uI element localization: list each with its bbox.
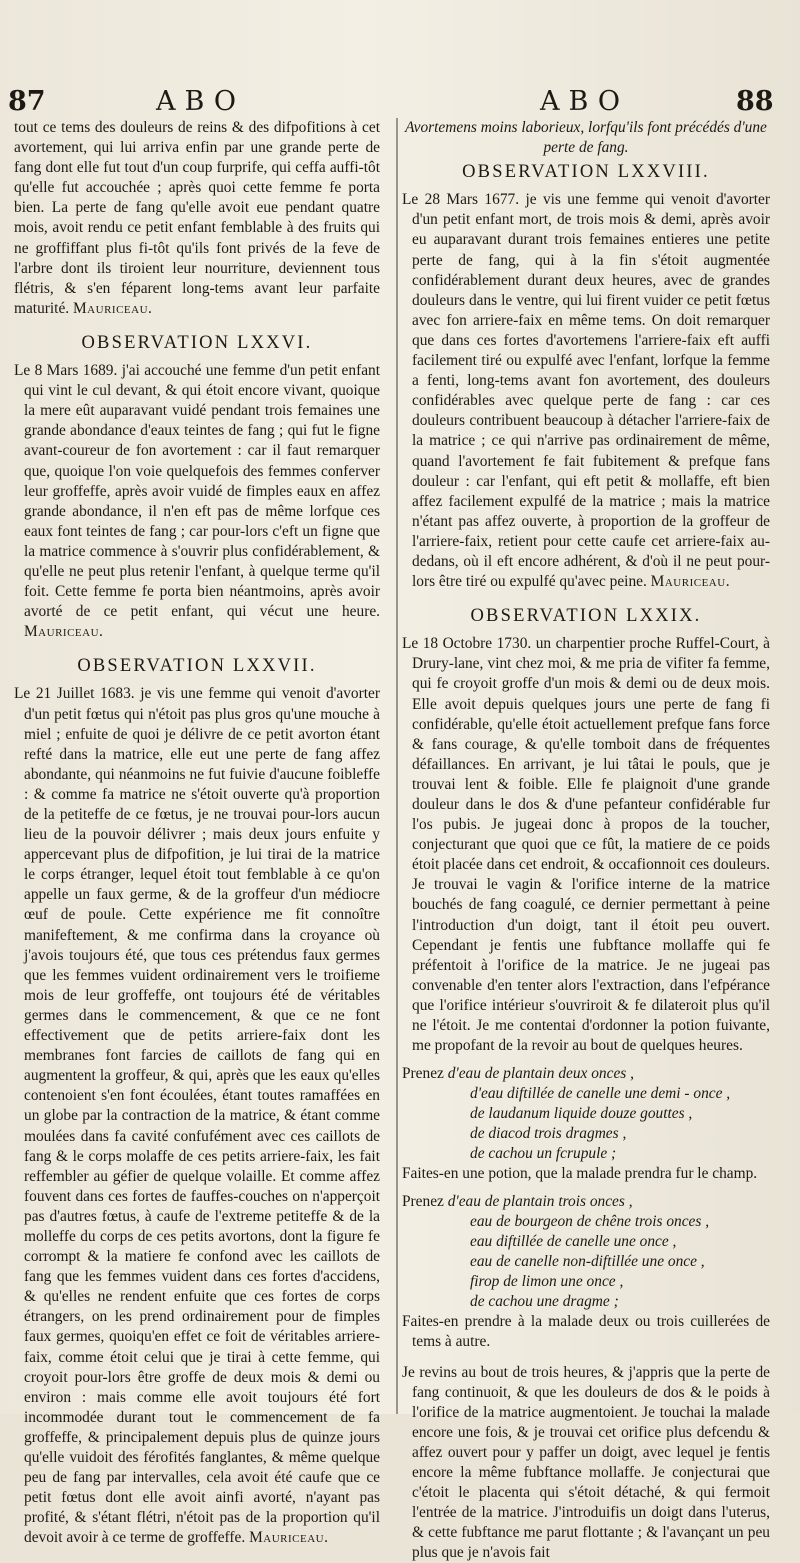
right-running-head: ABO — [540, 86, 629, 117]
observation-76-title: OBSERVATION LXXVI. — [14, 333, 380, 353]
prescription-1-instruction: Faites-en une potion, que la malade prendra fur le champ. — [402, 1164, 770, 1184]
left-page-header — [8, 86, 388, 120]
right-page-number: 88 — [736, 86, 774, 117]
observation-77-title: OBSERVATION LXXVII. — [14, 656, 380, 676]
prescription-1 — [402, 1064, 770, 1164]
observation-76-paragraph: Le 8 Mars 1689. j'ai accouché une femme d'un petit enfant qui vint le cul devant, & qui étoit encore vivant, quoique la mere eût auparavant vuidé pendant trois femaines une grande abondance d'eaux teintes de fang ; qui fut le figne avant-coureur de fon avortement : car il faut remarquer que, quoique l'on voie quelquefois des femmes conferver leur groffeffe, après avoir vuidé de fimples eaux en affez grande abondance, il n'en eft pas de même lorfque ces eaux font teintes de fang ; car pour-lors c'eft un figne que la matrice commence à s'ouvrir plus confidérablement, & qu'elle ne peut plus retenir l'enfant, à quelque terme qu'il foit. Cette femme fe porta bien néantmoins, après avoir avorté de ce petit enfant, qui vécut une heure. Mauriceau. — [14, 361, 380, 642]
prescription-2-line: firop de limon une once , — [402, 1272, 770, 1292]
observation-79-title: OBSERVATION LXXIX. — [402, 606, 770, 626]
prescription-2-first-line: d'eau de plantain trois onces , — [448, 1193, 633, 1210]
right-page-header — [400, 86, 792, 120]
observation-78-title: OBSERVATION LXXVIII. — [402, 162, 770, 182]
prescription-1-line: d'eau diftillée de canelle une demi - once , — [402, 1084, 770, 1104]
intro-signature: Mauriceau. — [73, 300, 152, 317]
prescription-1-line: de cachou un fcrupule ; — [402, 1144, 770, 1164]
prescription-2-instruction: Faites-en prendre à la malade deux ou trois cuillerées de tems à autre. — [402, 1312, 770, 1352]
observation-76-signature: Mauriceau. — [24, 623, 103, 640]
prescription-2 — [402, 1192, 770, 1312]
section-subheading: Avortemens moins laborieux, lorfqu'ils font précédés d'une perte de fang. — [402, 118, 770, 158]
prescription-2-line: eau diftillée de canelle une once , — [402, 1232, 770, 1252]
prescription-2-lead: Prenez — [402, 1193, 444, 1210]
prescription-2-line: eau de bourgeon de chêne trois onces , — [402, 1212, 770, 1232]
prescription-1-lead: Prenez — [402, 1065, 444, 1082]
right-column — [402, 118, 770, 1563]
observation-77-paragraph: Le 21 Juillet 1683. je vis une femme qui venoit d'avorter d'un petit fœtus qui n'étoit pas plus gros qu'une mouche à miel ; enfuite de quoi je délivre de ce petit avorton étant refté dans la matrice, elle eut une perte de fang affez abondante, qui néanmoins ne fut fuivie d'aucune foibleffe : & comme fa matrice ne s'étoit ouverte qu'à proportion de la petiteffe de ce fœtus, je ne trouvai pour-lors aucun lieu de la pouvoir délivrer ; mais deux jours enfuite y appercevant plus de difpofition, je lui tirai de la matrice le corps étranger, lequel étoit tout femblable à ce qu'on appelle un faux germe, & de la groffeur d'un médiocre œuf de poule. Cette expérience me fit connoître manifeftement, & me confirma dans la croyance où j'avois toujours été, que tous ces prétendus faux germes que les femmes vuident ordinairement vers le troifieme mois de leur groffeffe, ont toujours été de véritables germes dans le commencement, & que ce ne font effectivement que de petits arriere-faix dont les membranes font farcies de caillots de fang qui en augmentent la groffeur, & qui, après que les eaux qu'elles contenoient s'en font écoulées, étant toutes ramaffées en un globe par la contraction de la matrice, & étant comme moulées dans fa cavité confufément avec ces caillots de fang & le corps molaffe de ces petits arriere-faix, les fait reffembler au géfier de quelque volaille. Et comme affez fouvent dans ces fortes de fauffes-couches on n'apperçoit pas d'autres fœtus, à caufe de l'extreme petiteffe & de la molleffe du corps de ces petits avortons, dont la figure fe corrompt & la matiere fe confond avec les caillots de fang que les femmes vuident dans ces fortes d'accidens, & qu'elles ne rendent enfuite que ces fortes de corps étrangers, on les prend ordinairement pour de fimples faux germes, quoiqu'en effet ce foit de véritables arriere-faix, comme étoit celui que je tirai à cette femme, qui croyoit pour-lors être groffe de deux mois & demi ou environ : mais comme elle avoit toujours été fort incommodée durant tout le commencement de fa groffeffe, & principalement depuis plus de quinze jours qu'elle vuidoit des férofités fanglantes, & même quelque peu de fang par intervalles, cela avoit été caufe que ce petit fœtus dont elle avoit ainfi avorté, n'ayant pas profité, & s'étant flétri, n'étoit pas de la proportion qu'il devoit avoir à ce terme de groffeffe. Mauriceau. — [14, 684, 380, 1548]
prescription-1-first-line: d'eau de plantain deux onces , — [448, 1065, 634, 1082]
left-column — [14, 118, 380, 1548]
observation-78-paragraph: Le 28 Mars 1677. je vis une femme qui venoit d'avorter d'un petit enfant mort, de trois mois & demi, après avoir eu auparavant durant trois femaines entieres une petite perte de fang, qui à la fin s'étoit augmentée confidérablement durant deux heures, avec de grandes douleurs dans le ventre, qui lui firent vuider ce petit fœtus avec fon arriere-faix en même tems. On doit remarquer que dans ces fortes d'avortemens l'arriere-faix eft auffi facilement tiré ou expulfé avec l'enfant, lorfque la femme a fenti, long-tems avant fon avortement, des douleurs confidérables avec quelque perte de fang : car ces douleurs contribuent beaucoup à détacher l'arriere-faix de la matrice ; ce qui n'arrive pas ordinairement de même, quand l'avortement fe fait fubitement & prefque fans douleur : car l'enfant, qui eft petit & mollaffe, eft bien affez facilement expulfé de la matrice ; mais la matrice n'étant pas affez ouverte, à proportion de la groffeur de l'arriere-faix, retient pour cette caufe cet arriere-faix au-dedans, où il eft encore adhérent, & d'où il ne peut pour-lors être tiré ou expulfé qu'avec peine. Mauriceau. — [402, 190, 770, 592]
prescription-2-line: de cachou une dragme ; — [402, 1292, 770, 1312]
prescription-2-line: eau de canelle non-diftillée une once , — [402, 1252, 770, 1272]
left-running-head: ABO — [156, 86, 245, 117]
column-divider — [396, 118, 398, 1414]
observation-77-signature: Mauriceau. — [249, 1529, 328, 1546]
final-paragraph: Je revins au bout de trois heures, & j'appris que la perte de fang continuoit, & que les douleurs de dos & le poids à l'orifice de la matrice augmentoient. Je touchai la malade encore une fois, & je trouvai cet orifice plus defcendu & affez ouvert pour y paffer un doigt, avec lequel je fentis encore la même fubftance mollaffe. Je conjecturai que c'étoit le placenta qui s'étoit détaché, & qui fermoit l'entrée de la matrice. J'introduifis un doigt dans l'uterus, & cette fubftance me parut flottante ; & l'avançant un peu plus que je n'avois fait — [402, 1363, 770, 1563]
observation-79-paragraph: Le 18 Octobre 1730. un charpentier proche Ruffel-Court, à Drury-lane, vint chez moi, & me pria de vifiter fa femme, qui fe croyoit groffe d'un mois & demi ou de deux mois. Elle avoit depuis quelques jours une perte de fang fi confidérable, qu'elle étoit actuellement prefque fans force & fans courage, & qu'elle tomboit dans de fréquentes défaillances. En arrivant, je lui tâtai le pouls, que je trouvai lent & foible. Elle fe plaignoit d'une grande douleur dans le dos & d'une pefanteur confidérable fur l'os pubis. Je jugeai donc à propos de la toucher, conjecturant que quoi que ce fût, la matiere de ce poids étoit placée dans cet endroit, & occafionnoit ces douleurs. Je trouvai le vagin & l'orifice interne de la matrice bouchés de fang coagulé, ce dernier permettant à peine l'introduction d'un doigt, tant il étoit peu ouvert. Cependant je fentis une fubftance mollaffe qui fe préfentoit à l'orifice de la matrice. Je ne jugeai pas convenable d'en tenter alors l'extraction, dans l'efpérance que l'orifice intérieur s'ouvriroit & fe dilateroit plus qu'il ne l'étoit. Je me contentai d'ordonner la potion fuivante, me propofant de la revoir au bout de quelques heures. — [402, 634, 770, 1056]
observation-78-signature: Mauriceau. — [651, 573, 730, 590]
prescription-1-line: de diacod trois dragmes , — [402, 1124, 770, 1144]
left-page-number: 87 — [8, 86, 46, 117]
prescription-1-line: de laudanum liquide douze gouttes , — [402, 1104, 770, 1124]
intro-paragraph: tout ce tems des douleurs de reins & des difpofitions à cet avortement, qui lui arriva enfin par une grande perte de fang dont elle fut tout d'un coup furprife, qui ceffa auffi-tôt qu'elle fut accouchée ; après quoi cette femme fe porta bien. La perte de fang qu'elle avoit eue pendant quatre mois, avoit rendu ce petit enfant femblable à des fruits qui ne groffiffant plus fi-tôt qu'ils font privés de la feve de l'arbre dont ils tiroient leur nourriture, deviennent tous flétris, & s'en féparent long-tems avant leur parfaite maturité. Mauriceau. — [14, 118, 380, 319]
